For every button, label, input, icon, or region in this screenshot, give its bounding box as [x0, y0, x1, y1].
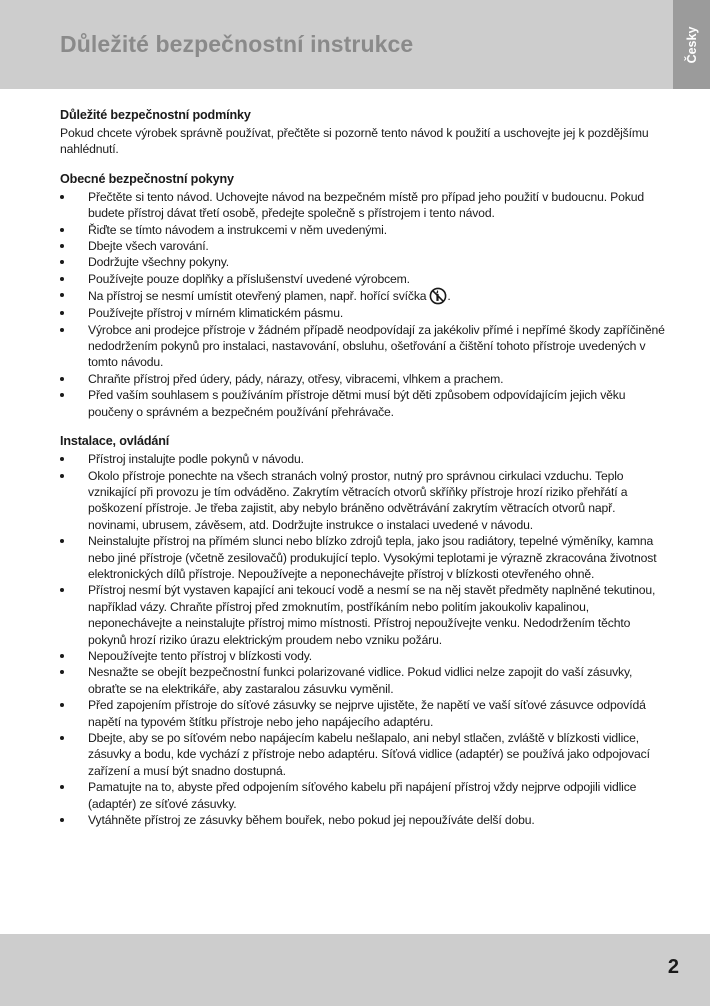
- list-item-text: Výrobce ani prodejce přístroje v žádném případě neodpovídají za jakékoliv přímé i nepřímé škody zapříčiněné nedodržením pokynů pro instalaci, nastavování, obsluhu, ošetřování a čištění tohoto přístroje uvedených v tomto návodu.: [88, 322, 665, 370]
- bullet-icon: [60, 539, 64, 543]
- section-heading: Instalace, ovládání: [60, 434, 170, 449]
- list-item: [60, 322, 666, 371]
- list-item-text: Nepoužívejte tento přístroj v blízkosti vody.: [88, 648, 313, 663]
- list-item: [60, 371, 666, 387]
- section-safety-conditions: [60, 107, 666, 158]
- list-item-text: Chraňte přístroj před údery, pády, nárazy, otřesy, vibracemi, vlhkem a prachem.: [88, 371, 504, 386]
- section-heading: Obecné bezpečnostní pokyny: [60, 171, 234, 186]
- list-item: [60, 730, 666, 779]
- list-item-text: Neinstalujte přístroj na přímém slunci nebo blízko zdrojů tepla, jako jsou radiátory, tepelné výměníky, kamna nebo jiné přístroje (včetně zesilovačů) produkující teplo. Vysokými teplotami je výrazně zkracována životnost elektronických dílů přístroje. Nepoužívejte a neponechávejte přístroj v blízkosti otevřeného ohně.: [88, 534, 657, 581]
- list-item: [60, 582, 666, 648]
- bullet-icon: [60, 785, 64, 789]
- list-item-text: Přístroj instalujte podle pokynů v návodu.: [88, 452, 304, 467]
- bullet-icon: [60, 588, 64, 592]
- header-band: [0, 0, 673, 89]
- bullet-icon: [60, 474, 64, 478]
- list-item: [60, 305, 666, 321]
- bullet-icon: [60, 377, 64, 381]
- bullet-icon: [60, 195, 64, 199]
- bullet-icon: [60, 670, 64, 674]
- bullet-icon: [60, 393, 64, 397]
- bullet-list: [60, 189, 666, 420]
- list-item: [60, 664, 666, 697]
- list-item: [60, 271, 666, 287]
- bullet-icon: [60, 311, 64, 315]
- list-item-suffix: .: [447, 289, 451, 304]
- bullet-icon: [60, 654, 64, 658]
- bullet-icon: [60, 328, 64, 332]
- section-general-safety: [60, 171, 666, 420]
- list-item-text: Okolo přístroje ponechte na všech stranách volný prostor, nutný pro správnou cirkulaci vzduchu. Teplo vznikající při provozu je tím odváděno. Zakrytím větracích otvorů skříňky přístroje hrozí riziko přehřátí a poškození přístroje. Je třeba zajistit, aby nebylo bráněno odvětrávání zakrytím větracích otvorů např. novinami, ubrusem, závěsem, atd. Dodržujte instrukce o instalaci uvedené v návodu.: [88, 468, 628, 532]
- list-item-text: Přečtěte si tento návod. Uchovejte návod na bezpečném místě pro případ jeho použití v budoucnu. Pokud budete přístroj dávat třetí osobě, předejte společně s přístrojem i tento návod.: [88, 189, 644, 221]
- list-item-text: Přístroj nesmí být vystaven kapající ani tekoucí vodě a nesmí se na něj stavět předměty naplněné tekutinou, například vázy. Chraňte přístroj před zmoknutím, postříkáním nebo politím jakoukoliv kapalinou, neponechávejte a neinstalujte přístroj mimo místnosti. Přístroj nepoužívejte venku. Nedodržením těchto pokynů hrozí riziko úrazu elektrickým proudem nebo vzniku požáru.: [88, 583, 656, 647]
- document-body: [60, 107, 666, 841]
- bullet-icon: [60, 703, 64, 707]
- language-tab-label: Česky: [684, 26, 699, 63]
- list-item-text: Před vaším souhlasem s používáním přístroje dětmi musí být děti způsobem odpovídajícím jejich věku poučeny o správném a bezpečném používání přehrávače.: [88, 388, 626, 419]
- page-number: 2: [667, 956, 679, 978]
- list-item-text: Používejte přístroj v mírném klimatickém pásmu.: [88, 306, 344, 321]
- list-item-text: Na přístroj se nesmí umístit otevřený plamen, např. hořící svíčka: [88, 289, 427, 304]
- list-item-text: Nesnažte se obejít bezpečnostní funkci polarizované vidlice. Pokud vidlici nelze zapojit do vaší zásuvky, obraťte se na elektrikáře, aby zastaralou zásuvku vyměnil.: [88, 665, 633, 696]
- list-item-text: Dbejte, aby se po síťovém nebo napájecím kabelu nešlapalo, ani nebyl stlačen, zvláště v blízkosti vidlice, zásuvky a bodu, kde vychází z přístroje nebo adaptéru. Síťová vidlice (adaptér) se používá jako odpojovací zařízení a musí být snadno dostupná.: [88, 731, 650, 778]
- list-item: [60, 697, 666, 730]
- bullet-icon: [60, 277, 64, 281]
- list-item: [60, 812, 666, 828]
- list-item-text: Používejte pouze doplňky a příslušenství uvedené výrobcem.: [88, 271, 410, 286]
- list-item: [60, 648, 666, 664]
- list-item-text: Pamatujte na to, abyste před odpojením síťového kabelu při napájení přístroj vždy nejprve odpojili vidlice (adaptér) ze síťové zásuvky.: [88, 780, 637, 811]
- bullet-icon: [60, 228, 64, 232]
- list-item-text: Vytáhněte přístroj ze zásuvky během bouřek, nebo pokud jej nepoužíváte delší dobu.: [88, 813, 535, 828]
- page-title: Důležité bezpečnostní instrukce: [60, 31, 414, 57]
- list-item: [60, 533, 666, 582]
- list-item: [60, 222, 666, 238]
- language-tab: [673, 0, 710, 89]
- list-item-text: Řiďte se tímto návodem a instrukcemi v něm uvedenými.: [88, 222, 387, 237]
- list-item: [60, 468, 666, 534]
- bullet-icon: [60, 293, 64, 297]
- bullet-icon: [60, 818, 64, 822]
- list-item: [60, 451, 666, 467]
- bullet-icon: [60, 260, 64, 264]
- section-installation: [60, 433, 666, 828]
- list-item: [60, 387, 666, 420]
- list-item: [60, 189, 666, 222]
- list-item: [60, 287, 666, 305]
- no-open-flame-icon: [429, 287, 447, 305]
- list-item-text: Dodržujte všechny pokyny.: [88, 255, 229, 270]
- section-paragraph: Pokud chcete výrobek správně používat, přečtěte si pozorně tento návod k použití a uschovejte jej k pozdějšímu nahlédnutí.: [60, 126, 649, 157]
- bullet-icon: [60, 457, 64, 461]
- list-item-text: Před zapojením přístroje do síťové zásuvky se nejprve ujistěte, že napětí ve vaší síťové zásuvce odpovídá napětí na typovém štítku přístroje nebo jeho napájecího adaptéru.: [88, 698, 646, 729]
- list-item-text: Dbejte všech varování.: [88, 239, 209, 254]
- footer-band: [0, 934, 710, 1006]
- section-heading: Důležité bezpečnostní podmínky: [60, 108, 251, 122]
- list-item: [60, 779, 666, 812]
- bullet-list: [60, 451, 666, 828]
- bullet-icon: [60, 736, 64, 740]
- bullet-icon: [60, 244, 64, 248]
- list-item: [60, 254, 666, 270]
- list-item: [60, 238, 666, 254]
